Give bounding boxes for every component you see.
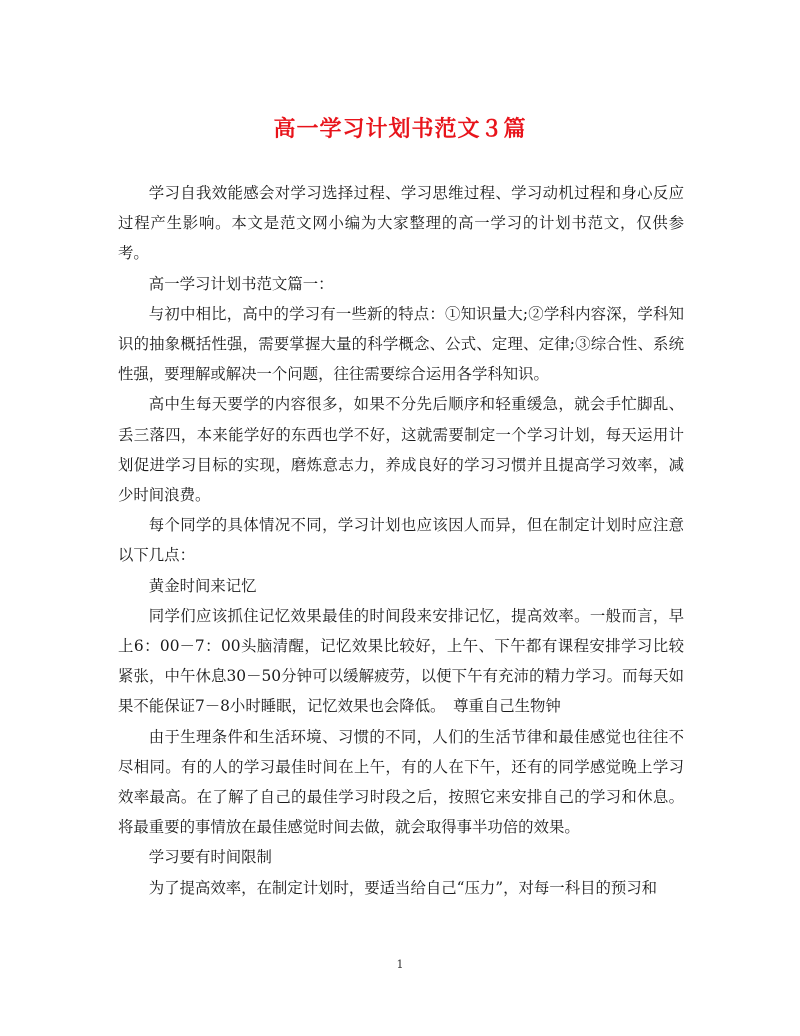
section-heading-one: 高一学习计划书范文篇一： (148, 274, 334, 293)
paragraph-pressure: 为了提高效率，在制定计划时，要适当给自己“压力”，对每一科目的预习和 (148, 878, 658, 897)
paragraph-biological-clock: 由于生理条件和生活环境、习惯的不同，人们的生活节律和最佳感觉也往往不尽相同。有的人的学习最佳时间在上午，有的人在下午，还有的同学感觉晚上学习效率最高。在了解了自己的最佳学习时段之后，按照它来安排自己的学习和休息。将最重要的事情放在最佳感觉时间去做，就会取得事半功倍的效果。 (118, 727, 684, 837)
paragraph-notes: 每个同学的具体情况不同，学习计划也应该因人而异，但在制定计划时应注意以下几点： (118, 516, 684, 565)
page-number: 1 (396, 958, 404, 971)
paragraph-intro: 学习自我效能感会对学习选择过程、学习思维过程、学习动机过程和身心反应过程产生影响。本文是范文网小编为大家整理的高一学习的计划书范文，仅供参考。 (118, 184, 684, 263)
paragraph-memory: 同学们应该抓住记忆效果最佳的时间段来安排记忆，提高效率。一般而言，早上6：00－7：00头脑清醒，记忆效果比较好，上午、下午都有课程安排学习比较紧张，中午休息30－50分钟可以缓解疲劳，以便下午有充沛的精力学习。而每天如果不能保证7－8小时睡眠，记忆效果也会降低。 尊重自己生物钟 (118, 606, 684, 716)
subheading-time-limit: 学习要有时间限制 (148, 848, 272, 867)
paragraph-plan-need: 高中生每天要学的内容很多，如果不分先后顺序和轻重缓急，就会手忙脚乱、丢三落四，本来能学好的东西也学不好，这就需要制定一个学习计划，每天运用计划促进学习目标的实现，磨炼意志力，养成良好的学习习惯并且提高学习效率，减少时间浪费。 (118, 395, 684, 505)
document-body (118, 178, 684, 903)
document-title: 高一学习计划书范文３篇 (273, 116, 527, 142)
paragraph-features: 与初中相比，高中的学习有一些新的特点：①知识量大;②学科内容深，学科知识的抽象概括性强，需要掌握大量的科学概念、公式、定理、定律;③综合性、系统性强，要理解或解决一个问题，往往需要综合运用各学科知识。 (118, 304, 684, 384)
subheading-golden-time: 黄金时间来记忆 (148, 576, 257, 595)
